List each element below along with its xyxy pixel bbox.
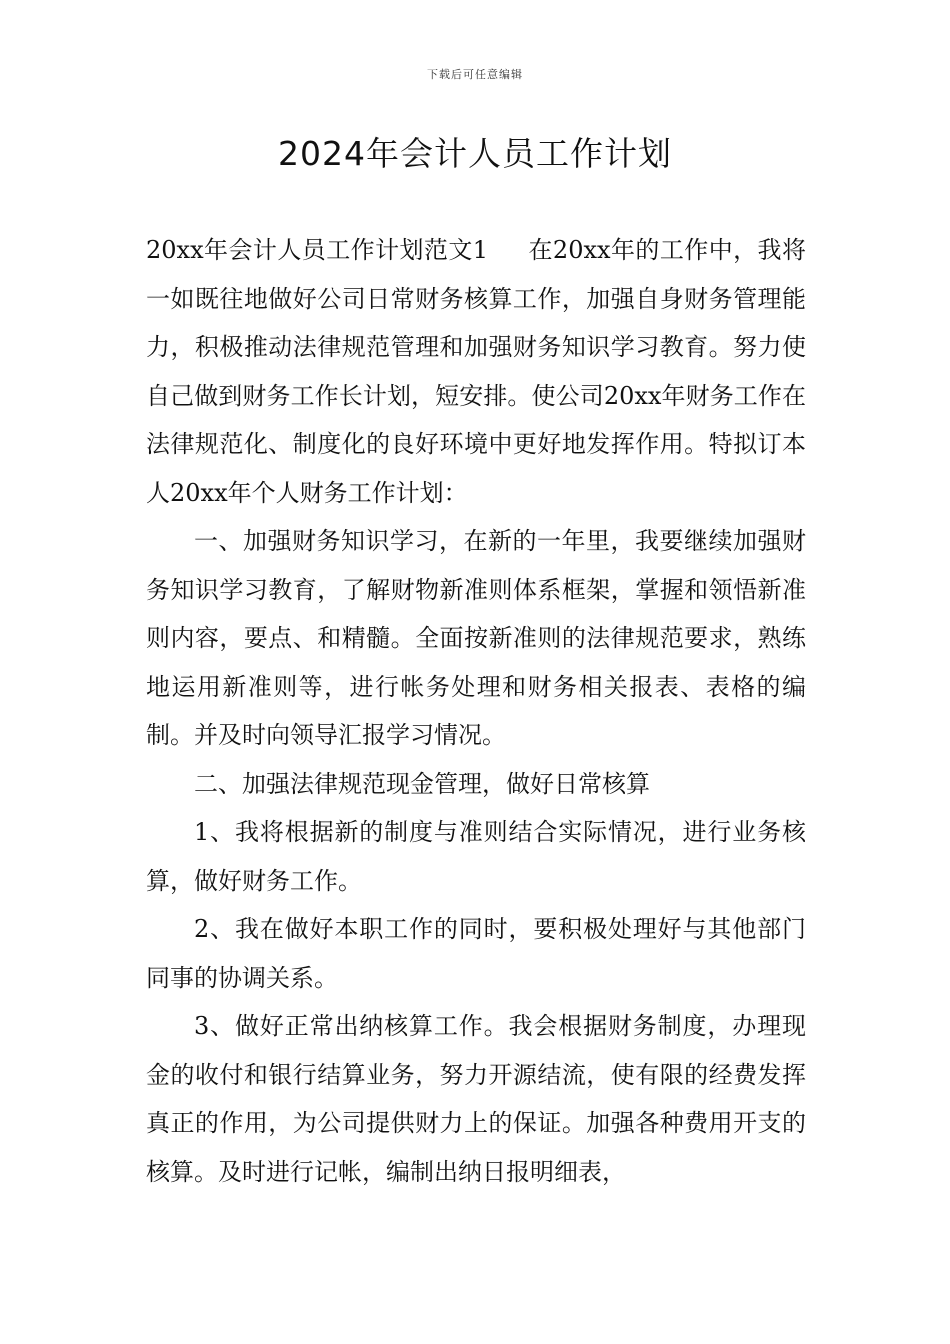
- paragraph-intro: [146, 226, 806, 517]
- paragraph-item-2: 二、加强法律规范现金管理，做好日常核算: [194, 769, 650, 798]
- paragraph-item-3: 1、我将根据新的制度与准则结合实际情况，进行业务核算，做好财务工作。: [146, 818, 806, 895]
- paragraph-text: 在20xx年的工作中，我将一如既往地做好公司日常财务核算工作，加强自身财务管理能力，积极推动法律规范管理和加强财务知识学习教育。努力使自己做到财务工作长计划，短安排。使公司20xx年财务工作在法律规范化、制度化的良好环境中更好地发挥作用。特拟订本人20xx年个人财务工作计划：: [146, 236, 806, 507]
- document-body: [146, 226, 806, 1196]
- header-note: 下载后可任意编辑: [427, 68, 523, 81]
- paragraph-item-4: 2、我在做好本职工作的同时，要积极处理好与其他部门同事的协调关系。: [146, 915, 806, 992]
- paragraph-item-5: 3、做好正常出纳核算工作。我会根据财务制度，办理现金的收付和银行结算业务，努力开源结流，使有限的经费发挥真正的作用，为公司提供财力上的保证。加强各种费用开支的核算。及时进行记帐，编制出纳日报明细表，: [146, 1012, 806, 1186]
- document-title: 2024年会计人员工作计划: [278, 134, 672, 173]
- paragraph-item-1: 一、加强财务知识学习，在新的一年里，我要继续加强财务知识学习教育，了解财物新准则体系框架，掌握和领悟新准则内容，要点、和精髓。全面按新准则的法律规范要求，熟练地运用新准则等，进行帐务处理和财务相关报表、表格的编制。并及时向领导汇报学习情况。: [146, 527, 806, 749]
- section-lead: 20xx年会计人员工作计划范文1: [146, 236, 489, 264]
